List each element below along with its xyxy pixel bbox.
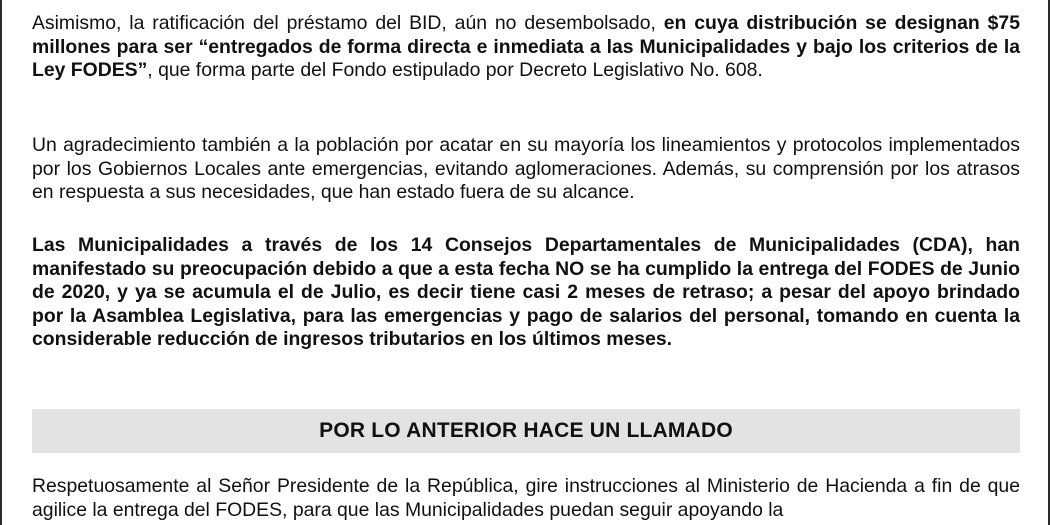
banner-heading: POR LO ANTERIOR HACE UN LLAMADO xyxy=(319,419,733,442)
paragraph-bid-loan-intro: Asimismo, la ratificación del préstamo del BID, aún no desembolsado, xyxy=(32,12,664,34)
page-left-border xyxy=(0,0,2,525)
paragraph-bid-loan xyxy=(32,12,1020,83)
call-to-action-banner xyxy=(32,409,1020,453)
paragraph-bid-loan-highlight: en cuya distribución se designan $75 millones para ser “entregados de forma directa e inmediata a las Municipalidades y bajo los criterios de la Ley FODES” xyxy=(32,12,1020,81)
paragraph-concern: Las Municipalidades a través de los 14 Consejos Departamentales de Municipalidades (CDA), han manifestado su preocupación debido a que a esta fecha NO se ha cumplido la entrega del FODES de Junio de 2020, y ya se acumula el de Julio, es decir tiene casi 2 meses de retraso; a pesar del apoyo brindado por la Asamblea Legislativa, para las emergencias y pago de salarios del personal, tomando en cuenta la considerable reducción de ingresos tributarios en los últimos meses. xyxy=(32,234,1020,350)
paragraph-request: Respetuosamente al Señor Presidente de la República, gire instrucciones al Ministerio de Hacienda a fin de que agilice la entrega del FODES, para que las Municipalidades puedan seguir apoyando la xyxy=(32,475,1020,521)
paragraph-gratitude: Un agradecimiento también a la población por acatar en su mayoría los lineamientos y protocolos implementados por los Gobiernos Locales ante emergencias, evitando aglomeraciones. Además, su comprensión por los atrasos en respuesta a sus necesidades, que han estado fuera de su alcance. xyxy=(32,134,1020,203)
paragraph-bid-loan-ending: , que forma parte del Fondo estipulado por Decreto Legislativo No. 608. xyxy=(147,59,763,81)
